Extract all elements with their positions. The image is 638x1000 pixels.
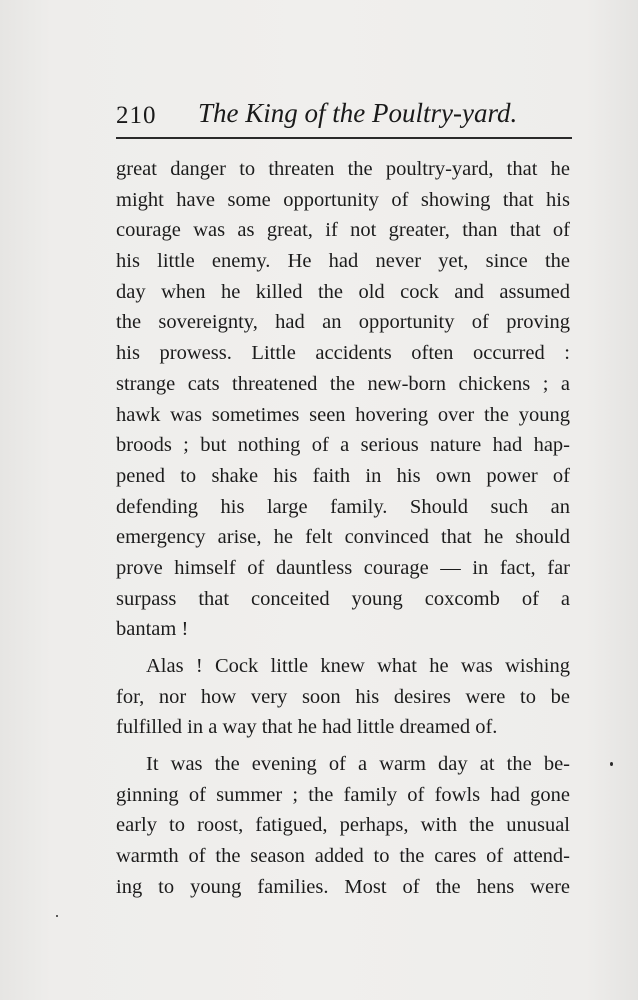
body-text	[116, 154, 570, 903]
text-line: ginning of summer ; the family of fowls had gone	[116, 783, 570, 806]
text-line: broods ; but nothing of a serious nature had hap-	[116, 434, 570, 457]
text-line: fulfilled in a way that he had little dreamed of.	[116, 716, 498, 739]
header-rule	[116, 137, 572, 139]
text-line: courage was as great, if not greater, than that of	[116, 219, 570, 242]
text-line: for, nor how very soon his desires were to be	[116, 685, 570, 708]
text-line: the sovereignty, had an opportunity of proving	[116, 311, 570, 334]
running-title: The King of the Poultry-yard.	[198, 98, 518, 128]
text-line: day when he killed the old cock and assumed	[116, 280, 570, 303]
text-line: hawk was sometimes seen hovering over the young	[116, 403, 570, 426]
text-line: emergency arise, he felt convinced that he should	[116, 526, 570, 549]
text-line: strange cats threatened the new-born chickens ; a	[116, 372, 570, 395]
text-line: ing to young families. Most of the hens were	[116, 875, 570, 898]
paragraph-first-line: Alas ! Cock little knew what he was wishing	[146, 655, 570, 677]
text-line: might have some opportunity of showing that his	[116, 188, 570, 211]
text-line: warmth of the season added to the cares of attend-	[116, 845, 570, 868]
text-line: early to roost, fatigued, perhaps, with the unusual	[116, 814, 570, 837]
ink-speck	[610, 762, 613, 766]
text-line: pened to shake his faith in his own power of	[116, 464, 570, 487]
ink-speck	[56, 915, 58, 917]
paragraph-first-line: It was the evening of a warm day at the be-	[146, 753, 570, 776]
text-line: his little enemy. He had never yet, since the	[116, 250, 570, 273]
text-line: defending his large family. Should such an	[116, 495, 570, 518]
text-line: bantam !	[116, 618, 189, 641]
page-header	[116, 98, 572, 138]
page-number: 210	[116, 102, 157, 129]
text-line: surpass that conceited young coxcomb of a	[116, 587, 570, 610]
text-line: his prowess. Little accidents often occurred :	[116, 342, 570, 365]
text-line: prove himself of dauntless courage — in fact, far	[116, 556, 570, 579]
text-line: great danger to threaten the poultry-yard, that he	[116, 158, 570, 180]
